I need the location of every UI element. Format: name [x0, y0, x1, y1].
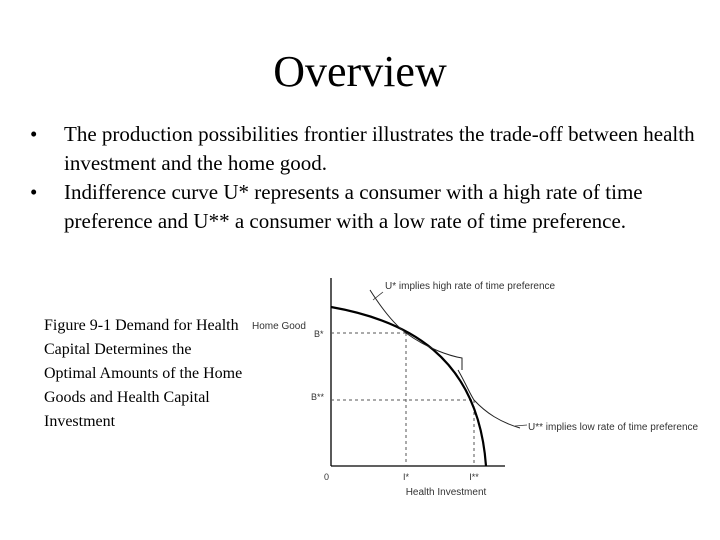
bullet-text: The production possibilities frontier illustrates the trade-off between health investment and the home good. — [64, 122, 695, 175]
y-tick-b-double-star: B** — [311, 392, 325, 402]
x-tick-i-star: I* — [402, 472, 410, 482]
u-double-star-annotation: U** implies low rate of time preference — [528, 422, 699, 433]
u-double-star-curve — [458, 370, 520, 428]
slide-title: Overview — [273, 47, 447, 96]
bullet-item — [30, 120, 700, 178]
bullet-glyph: • — [30, 180, 38, 204]
bullet-text: Indifference curve U* represents a consumer with a high rate of time preference and U** a consumer with a low rate of time preference. — [64, 180, 643, 233]
u-star-curve — [370, 290, 462, 370]
bullet-item — [30, 178, 700, 236]
ppf-indifference-diagram — [246, 272, 720, 502]
u-double-star-leader — [515, 425, 527, 426]
bullet-glyph: • — [30, 122, 38, 146]
x-axis-label: Health Investment — [405, 487, 487, 498]
u-star-annotation: U* implies high rate of time preference — [385, 281, 556, 292]
y-axis-label: Home Good — [252, 321, 306, 332]
x-tick-i-double-star: I** — [469, 472, 479, 482]
origin-label: 0 — [324, 472, 330, 482]
y-tick-b-star: B* — [314, 329, 324, 339]
bullet-list — [30, 120, 700, 236]
ppf-curve — [331, 307, 486, 466]
figure-caption: Figure 9-1 Demand for Health Capital Determines the Optimal Amounts of the Home Goods and Health Capital Investment — [44, 317, 243, 430]
